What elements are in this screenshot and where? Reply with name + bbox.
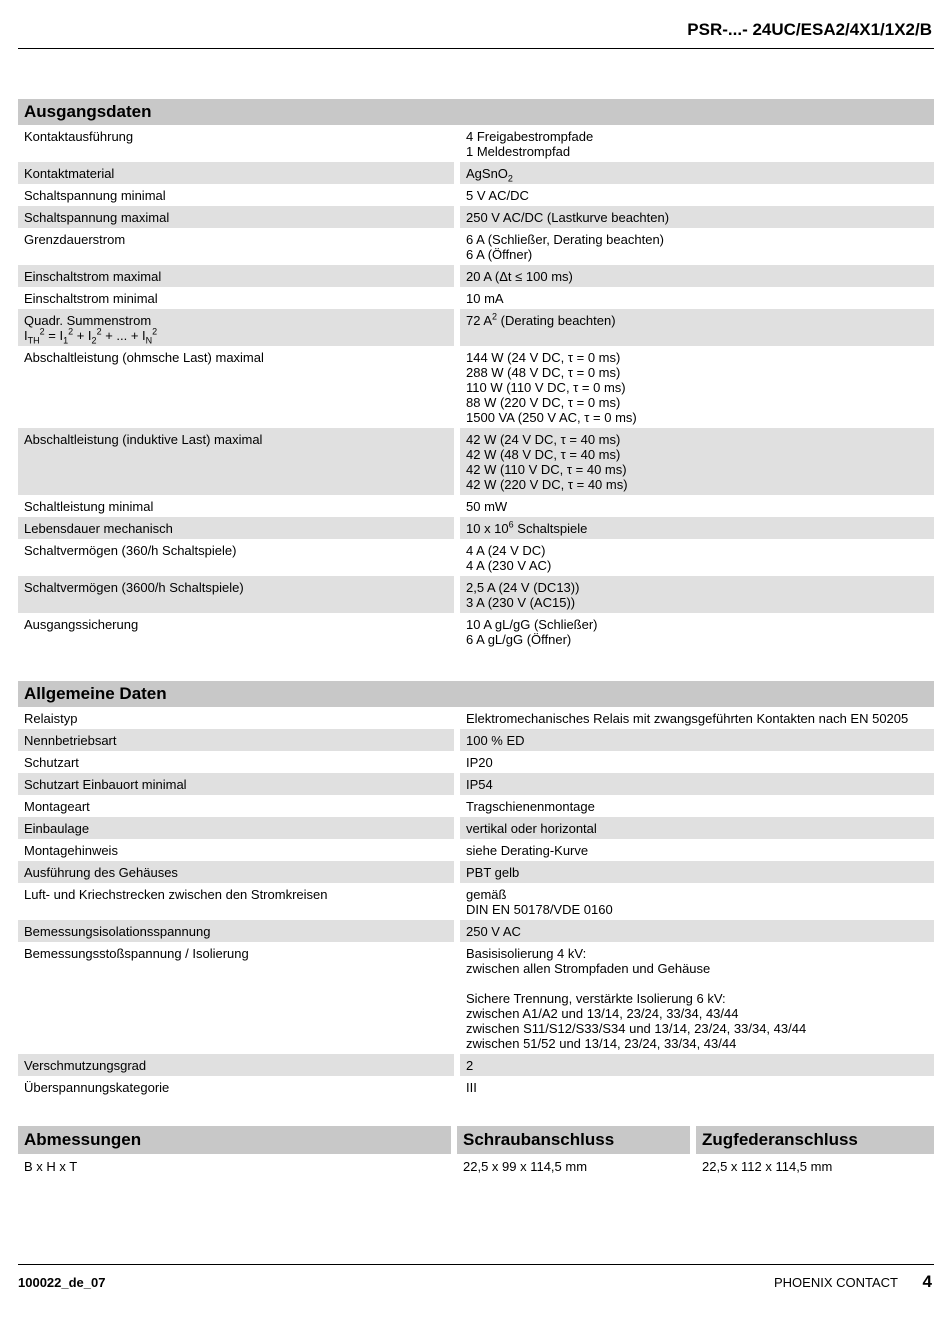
- page-footer: [18, 1264, 934, 1291]
- spec-label-text: Bemessungsisolationsspannung: [24, 924, 211, 939]
- spec-value: [457, 576, 934, 613]
- spec-value-text: 100 % ED: [466, 733, 525, 748]
- spec-row: [18, 1054, 934, 1076]
- spec-label: [18, 162, 457, 184]
- spec-label-text: Grenzdauerstrom: [24, 232, 126, 247]
- spec-label-text: Schaltspannung minimal: [24, 188, 166, 203]
- spec-row: [18, 206, 934, 228]
- spec-value: [457, 539, 934, 576]
- spec-label-text: Einschaltstrom minimal: [24, 291, 158, 306]
- spec-value-text: 4 A (24 V DC) 4 A (230 V AC): [466, 543, 552, 573]
- dimensions-value-row: [18, 1154, 934, 1178]
- spec-label-text: Luft- und Kriechstrecken zwischen den Stromkreisen: [24, 887, 328, 902]
- spec-row: [18, 729, 934, 751]
- spec-value: [457, 428, 934, 495]
- spec-label-text: Einschaltstrom maximal: [24, 269, 162, 284]
- spec-row: [18, 309, 934, 346]
- spec-label: [18, 861, 457, 883]
- spec-label: [18, 942, 457, 1054]
- spec-value-text: 5 V AC/DC: [466, 188, 529, 203]
- spec-row: [18, 428, 934, 495]
- spec-label: [18, 613, 457, 650]
- spec-row: [18, 162, 934, 184]
- screw-connection-heading: Schraubanschluss: [457, 1126, 690, 1154]
- spec-label: [18, 309, 457, 346]
- spec-value: [457, 613, 934, 650]
- general-data-table: [18, 707, 934, 1098]
- dimensions-header-row: [18, 1126, 934, 1154]
- dimensions-section: [18, 1126, 934, 1178]
- spec-label: [18, 184, 457, 206]
- spec-value: [457, 184, 934, 206]
- spec-row: [18, 751, 934, 773]
- spec-value-text: Elektromechanisches Relais mit zwangsgeführten Kontakten nach EN 50205: [466, 711, 909, 726]
- spec-value: [457, 162, 934, 184]
- spec-row: [18, 773, 934, 795]
- spec-value: [457, 1076, 934, 1098]
- spec-value: [457, 729, 934, 751]
- spec-label-text: Quadr. Summenstrom $I_{TH}^2 = I_1^2 + I_2^2$ + ... + $I_N^2$: [24, 313, 158, 346]
- spec-label: [18, 920, 457, 942]
- spec-value-text: III: [466, 1080, 477, 1095]
- spec-label: [18, 751, 457, 773]
- spec-label: [18, 1076, 457, 1098]
- spec-label-text: Ausführung des Gehäuses: [24, 865, 178, 880]
- spec-row: [18, 883, 934, 920]
- spec-value: [457, 839, 934, 861]
- spec-value: [457, 265, 934, 287]
- spec-row: [18, 539, 934, 576]
- spec-row: [18, 861, 934, 883]
- spec-value: [457, 883, 934, 920]
- spec-label: [18, 729, 457, 751]
- spec-value-text: 4 Freigabestrompfade 1 Meldestrompfad: [466, 129, 594, 159]
- spec-value-text: Basisisolierung 4 kV: zwischen allen Strompfaden und Gehäuse Sichere Trennung, verstärkte Isolierung 6 kV: zwischen A1/A2 und 13/14, 23/24, 33/34, 43/44 zwischen S11/S12/S33/S34 und 13/14, 23/24, 33/34, 43/44 zwischen 51/52 und 13/14, 23/24, 33/34, 43/44: [466, 946, 807, 1051]
- spec-label-text: Einbaulage: [24, 821, 90, 836]
- spec-row: [18, 920, 934, 942]
- spec-row: [18, 228, 934, 265]
- spec-label: [18, 206, 457, 228]
- spec-row: [18, 942, 934, 1054]
- spec-value-text: siehe Derating-Kurve: [466, 843, 589, 858]
- spec-label-text: Schaltvermögen (360/h Schaltspiele): [24, 543, 237, 558]
- spec-value: [457, 773, 934, 795]
- spec-label: [18, 265, 457, 287]
- spec-value-text: vertikal oder horizontal: [466, 821, 597, 836]
- spec-value-text: 42 W (24 V DC, τ = 40 ms) 42 W (48 V DC, τ = 40 ms) 42 W (110 V DC, τ = 40 ms) 42 W (220 V DC, τ = 40 ms): [466, 432, 628, 492]
- spec-value: [457, 795, 934, 817]
- spec-value-text: PBT gelb: [466, 865, 520, 880]
- spec-label-text: Nennbetriebsart: [24, 733, 117, 748]
- spec-value-text: AgSnO$_2$: [466, 166, 513, 184]
- spec-row: [18, 613, 934, 650]
- spec-label-text: Abschaltleistung (induktive Last) maximal: [24, 432, 263, 447]
- page-header: [18, 0, 934, 49]
- spec-label: [18, 839, 457, 861]
- spec-label: [18, 1054, 457, 1076]
- spec-value: [457, 309, 934, 346]
- spec-value: [457, 287, 934, 309]
- spec-value: [457, 751, 934, 773]
- spec-label-text: Schutzart Einbauort minimal: [24, 777, 187, 792]
- spec-label: [18, 517, 457, 539]
- spec-value-text: 20 A (Δt ≤ 100 ms): [466, 269, 573, 284]
- spec-value: [457, 1054, 934, 1076]
- spec-value-text: Tragschienenmontage: [466, 799, 595, 814]
- spec-label: [18, 228, 457, 265]
- spec-label-text: Bemessungsstoßspannung / Isolierung: [24, 946, 249, 961]
- spec-row: [18, 817, 934, 839]
- spec-label: [18, 495, 457, 517]
- spec-value-text: 2,5 A (24 V (DC13)) 3 A (230 V (AC15)): [466, 580, 580, 610]
- output-data-heading: Ausgangsdaten: [18, 99, 934, 125]
- spec-value: [457, 228, 934, 265]
- spec-label-text: Schutzart: [24, 755, 79, 770]
- spec-row: [18, 576, 934, 613]
- spec-label: [18, 707, 457, 729]
- general-data-heading: Allgemeine Daten: [18, 681, 934, 707]
- spec-row: [18, 125, 934, 162]
- spec-label: [18, 287, 457, 309]
- spec-label: [18, 883, 457, 920]
- spec-value-text: 250 V AC: [466, 924, 521, 939]
- spec-row: [18, 1076, 934, 1098]
- spec-value: [457, 206, 934, 228]
- general-data-section: [18, 681, 934, 1098]
- spec-label-text: Verschmutzungsgrad: [24, 1058, 147, 1073]
- spec-value: [457, 495, 934, 517]
- spec-value-text: 250 V AC/DC (Lastkurve beachten): [466, 210, 670, 225]
- spec-label-text: Schaltvermögen (3600/h Schaltspiele): [24, 580, 244, 595]
- spec-value-text: 72 $A^2$ (Derating beachten): [466, 311, 616, 328]
- spec-value: [457, 707, 934, 729]
- spec-value-text: 6 A (Schließer, Derating beachten) 6 A (Öffner): [466, 232, 665, 262]
- spec-label: [18, 539, 457, 576]
- spec-label: [18, 576, 457, 613]
- spec-label-text: Lebensdauer mechanisch: [24, 521, 173, 536]
- spring-connection-heading: Zugfederanschluss: [696, 1126, 934, 1154]
- spec-label-text: Montageart: [24, 799, 90, 814]
- spec-value-text: 2: [466, 1058, 474, 1073]
- spec-value-text: 10 x $10^6$ Schaltspiele: [466, 519, 588, 536]
- spec-label-text: Montagehinweis: [24, 843, 118, 858]
- spec-value-text: 144 W (24 V DC, τ = 0 ms) 288 W (48 V DC, τ = 0 ms) 110 W (110 V DC, τ = 0 ms) 88 W (220 V DC, τ = 0 ms) 1500 VA (250 V AC, τ = 0 ms): [466, 350, 637, 425]
- spec-row: [18, 184, 934, 206]
- brand-name: PHOENIX CONTACT: [774, 1275, 898, 1290]
- document-title: PSR-...- 24UC/ESA2/4X1/1X2/B: [687, 20, 932, 39]
- spec-value-text: gemäß DIN EN 50178/VDE 0160: [466, 887, 613, 917]
- spring-connection-value: 22,5 x 112 x 114,5 mm: [702, 1159, 833, 1174]
- spec-value-text: IP54: [466, 777, 493, 792]
- spec-label: [18, 125, 457, 162]
- output-data-section: [18, 99, 934, 650]
- spec-row: [18, 346, 934, 428]
- spec-value: [457, 942, 934, 1054]
- dimensions-heading: Abmessungen: [18, 1126, 451, 1154]
- spec-label: [18, 817, 457, 839]
- spec-label-text: Schaltspannung maximal: [24, 210, 170, 225]
- spec-row: [18, 287, 934, 309]
- spec-row: [18, 265, 934, 287]
- spec-row: [18, 795, 934, 817]
- spec-value-text: 50 mW: [466, 499, 508, 514]
- spec-value: [457, 920, 934, 942]
- spec-value-text: 10 mA: [466, 291, 504, 306]
- spec-label-text: Relaistyp: [24, 711, 78, 726]
- output-data-table: [18, 125, 934, 650]
- dimensions-label: B x H x T: [24, 1159, 78, 1174]
- spec-label: [18, 795, 457, 817]
- document-code: 100022_de_07: [18, 1275, 106, 1290]
- spec-value: [457, 346, 934, 428]
- spec-row: [18, 495, 934, 517]
- spec-label-text: Überspannungskategorie: [24, 1080, 170, 1095]
- page-number: 4: [922, 1272, 932, 1291]
- spec-value: [457, 861, 934, 883]
- spec-value: [457, 817, 934, 839]
- spec-row: [18, 517, 934, 539]
- spec-row: [18, 839, 934, 861]
- spec-label-text: Schaltleistung minimal: [24, 499, 154, 514]
- spec-value: [457, 125, 934, 162]
- spec-label: [18, 346, 457, 428]
- spec-label-text: Kontaktausführung: [24, 129, 134, 144]
- spec-value-text: IP20: [466, 755, 493, 770]
- spec-label: [18, 428, 457, 495]
- spec-label-text: Abschaltleistung (ohmsche Last) maximal: [24, 350, 264, 365]
- spec-label-text: Ausgangssicherung: [24, 617, 139, 632]
- spec-label-text: Kontaktmaterial: [24, 166, 115, 181]
- screw-connection-value: 22,5 x 99 x 114,5 mm: [463, 1159, 588, 1174]
- spec-value: [457, 517, 934, 539]
- spec-row: [18, 707, 934, 729]
- spec-label: [18, 773, 457, 795]
- spec-value-text: 10 A gL/gG (Schließer) 6 A gL/gG (Öffner): [466, 617, 598, 647]
